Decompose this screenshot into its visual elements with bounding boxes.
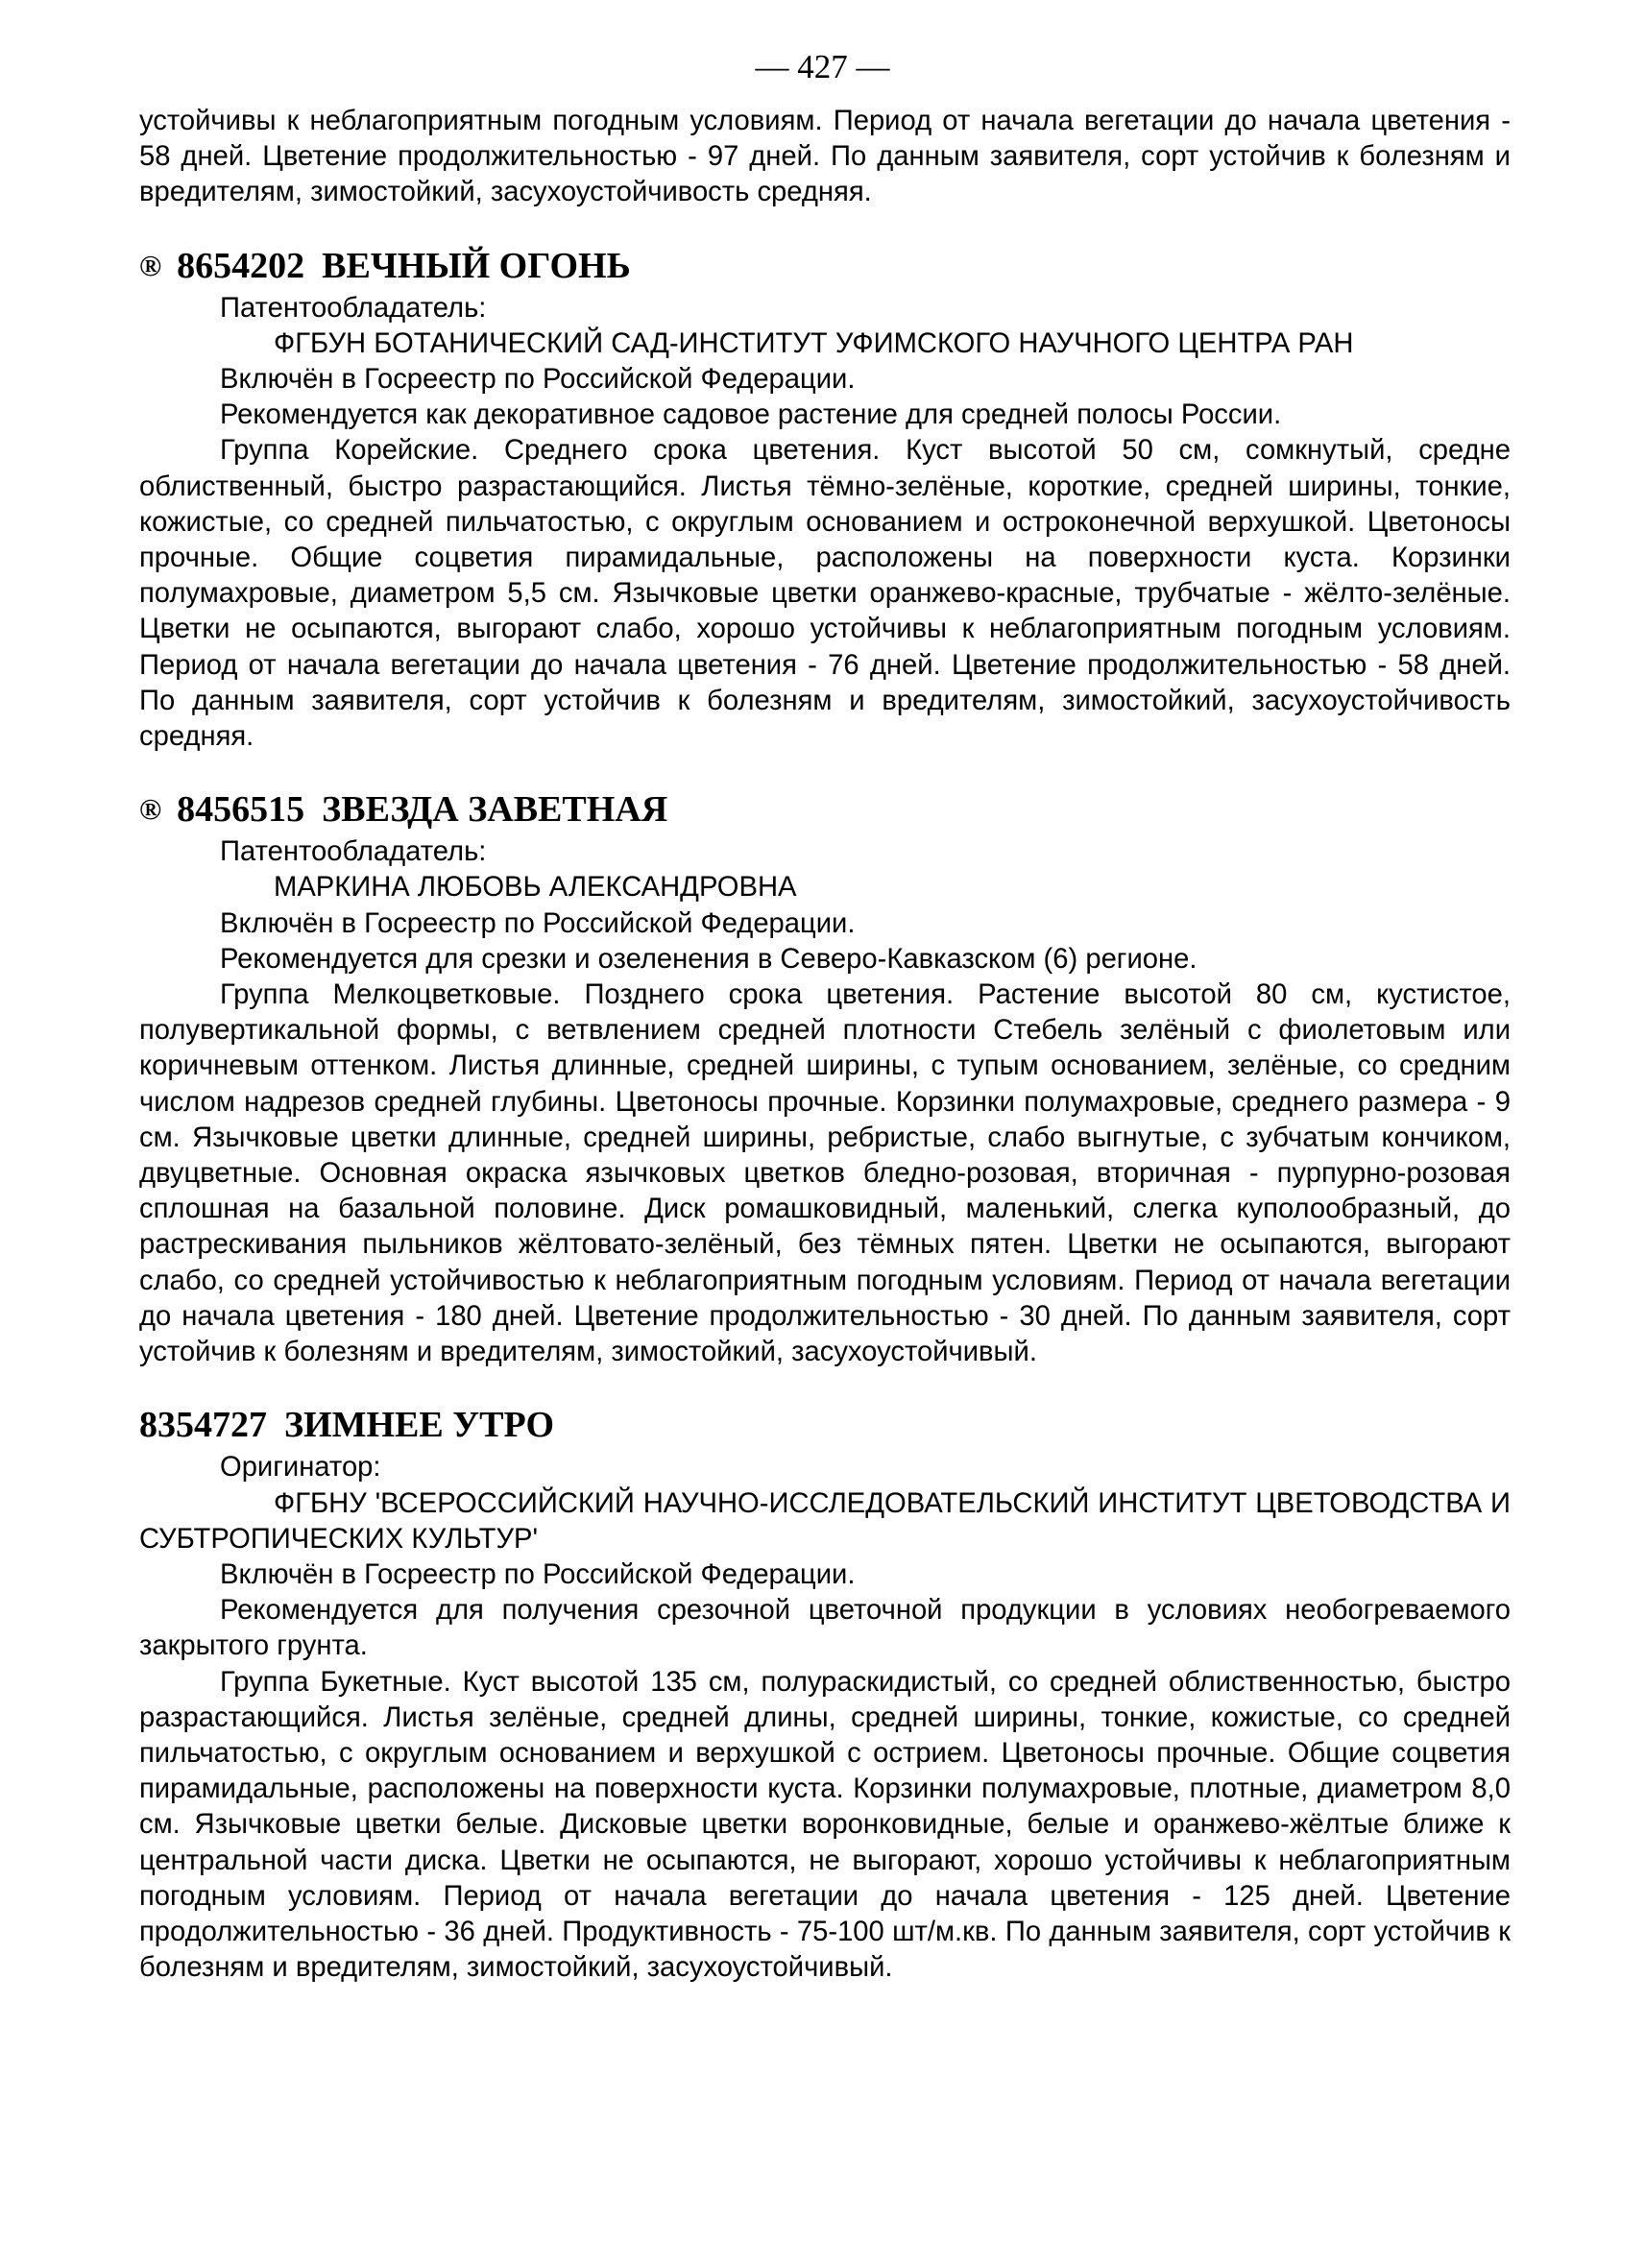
entry-heading <box>139 787 1511 832</box>
intro-paragraph: устойчивы к неблагоприятным погодным условиям. Период от начала вегетации до начала цветения - 58 дней. Цветение продолжительностью - 97 дней. По данным заявителя, сорт устойчив к болезням и вредителям, зимостойкий, засухоустойчивость средняя. <box>139 106 1511 208</box>
description: Группа Букетные. Куст высотой 135 см, полураскидистый, со средней облиственностью, быстро разрастающийся. Листья зелёные, средней длины, средней ширины, тонкие, кожистые, со средней пильчатостью, с округлым основанием и верхушкой с острием. Цветоносы прочные. Общие соцветия пирамидальные, расположены на поверхности куста. Корзинки полумахровые, плотные, диаметром 8,0 см. Язычковые цветки белые. Дисковые цветки воронковидные, белые и оранжево-жёлтые ближе к центральной части диска. Цветки не осыпаются, не выгорают, хорошо устойчивы к неблагоприятным погодным условиям. Период от начала вегетации до начала цветения - 125 дней. Цветение продолжительностью - 36 дней. Продуктивность - 75-100 шт/м.кв. По данным заявителя, сорт устойчив к болезням и вредителям, зимостойкий, засухоустойчивый. <box>139 1666 1511 1984</box>
holder-label: Патентообладатель: <box>220 292 487 324</box>
holder-name: ФГБУН БОТАНИЧЕСКИЙ САД-ИНСТИТУТ УФИМСКОГО НАУЧНОГО ЦЕНТРА РАН <box>274 327 1354 359</box>
variety-entry <box>139 1403 1511 1986</box>
entry-name: ЗИМНЕЕ УТРО <box>284 1405 555 1446</box>
entry-heading <box>139 244 1511 288</box>
entry-name: ЗВЕЗДА ЗАВЕТНАЯ <box>322 789 668 831</box>
recommendation: Рекомендуется как декоративное садовое растение для средней полосы России. <box>220 399 1282 431</box>
page-number: — 427 — <box>755 48 890 85</box>
holder-name: МАРКИНА ЛЮБОВЬ АЛЕКСАНДРОВНА <box>274 872 797 904</box>
entry-number: 8456515 <box>177 789 305 831</box>
entry-number: 8654202 <box>177 245 305 286</box>
entry-number: 8354727 <box>139 1405 267 1446</box>
registry-note: Включён в Госреестр по Российской Федерации. <box>220 907 856 939</box>
holder-label: Патентообладатель: <box>220 836 487 868</box>
variety-entry <box>139 787 1511 1370</box>
holder-name: ФГБНУ 'ВСЕРОССИЙСКИЙ НАУЧНО-ИССЛЕДОВАТЕЛЬСКИЙ ИНСТИТУТ ЦВЕТОВОДСТВА И СУБТРОПИЧЕСКИХ КУЛЬТУР' <box>139 1487 1511 1555</box>
registered-mark-icon: ® <box>139 248 162 282</box>
variety-entry <box>139 244 1511 756</box>
recommendation: Рекомендуется для получения срезочной цветочной продукции в условиях необогреваемого закрытого грунта. <box>139 1595 1511 1662</box>
registered-mark-icon: ® <box>139 792 162 827</box>
entry-name: ВЕЧНЫЙ ОГОНЬ <box>322 245 631 286</box>
description: Группа Корейские. Среднего срока цветения. Куст высотой 50 см, сомкнутый, средне облиственный, быстро разрастающийся. Листья тёмно-зелёные, короткие, средней ширины, тонкие, кожистые, со средней пильчатостью, с округлым основанием и остроконечной верхушкой. Цветоносы прочные. Общие соцветия пирамидальные, расположены на поверхности куста. Корзинки полумахровые, диаметром 5,5 см. Язычковые цветки оранжево-красные, трубчатые - жёлто-зелёные. Цветки не осыпаются, выгорают слабо, хорошо устойчивы к неблагоприятным погодным условиям. Период от начала вегетации до начала цветения - 76 дней. Цветение продолжительностью - 58 дней. По данным заявителя, сорт устойчив к болезням и вредителям, зимостойкий, засухоустойчивость средняя. <box>139 435 1511 753</box>
page-content <box>139 104 1511 1986</box>
registry-note: Включён в Госреестр по Российской Федерации. <box>220 1558 856 1590</box>
description: Группа Мелкоцветковые. Позднего срока цветения. Растение высотой 80 см, кустистое, полувертикальной формы, с ветвлением средней плотности Стебель зелёный с фиолетовым или коричневым оттенком. Листья длинные, средней ширины, с тупым основанием, зелёные, со средним числом надрезов средней глубины. Цветоносы прочные. Корзинки полумахровые, среднего размера - 9 см. Язычковые цветки длинные, средней ширины, ребристые, слабо выгнутые, с зубчатым кончиком, двуцветные. Основная окраска язычковых цветков бледно-розовая, вторичная - пурпурно-розовая сплошная на базальной половине. Диск ромашковидный, маленький, слегка куполообразный, до растрескивания пыльников жёлтовато-зелёный, без тёмных пятен. Цветки не осыпаются, выгорают слабо, со средней устойчивостью к неблагоприятным погодным условиям. Период от начала вегетации до начала цветения - 180 дней. Цветение продолжительностью - 30 дней. По данным заявителя, сорт устойчив к болезням и вредителям, зимостойкий, засухоустойчивый. <box>139 979 1511 1368</box>
registry-note: Включён в Госреестр по Российской Федерации. <box>220 364 856 396</box>
entry-heading <box>139 1403 1511 1447</box>
recommendation: Рекомендуется для срезки и озеленения в Северо-Кавказском (6) регионе. <box>220 943 1197 975</box>
holder-label: Оригинатор: <box>220 1452 381 1484</box>
